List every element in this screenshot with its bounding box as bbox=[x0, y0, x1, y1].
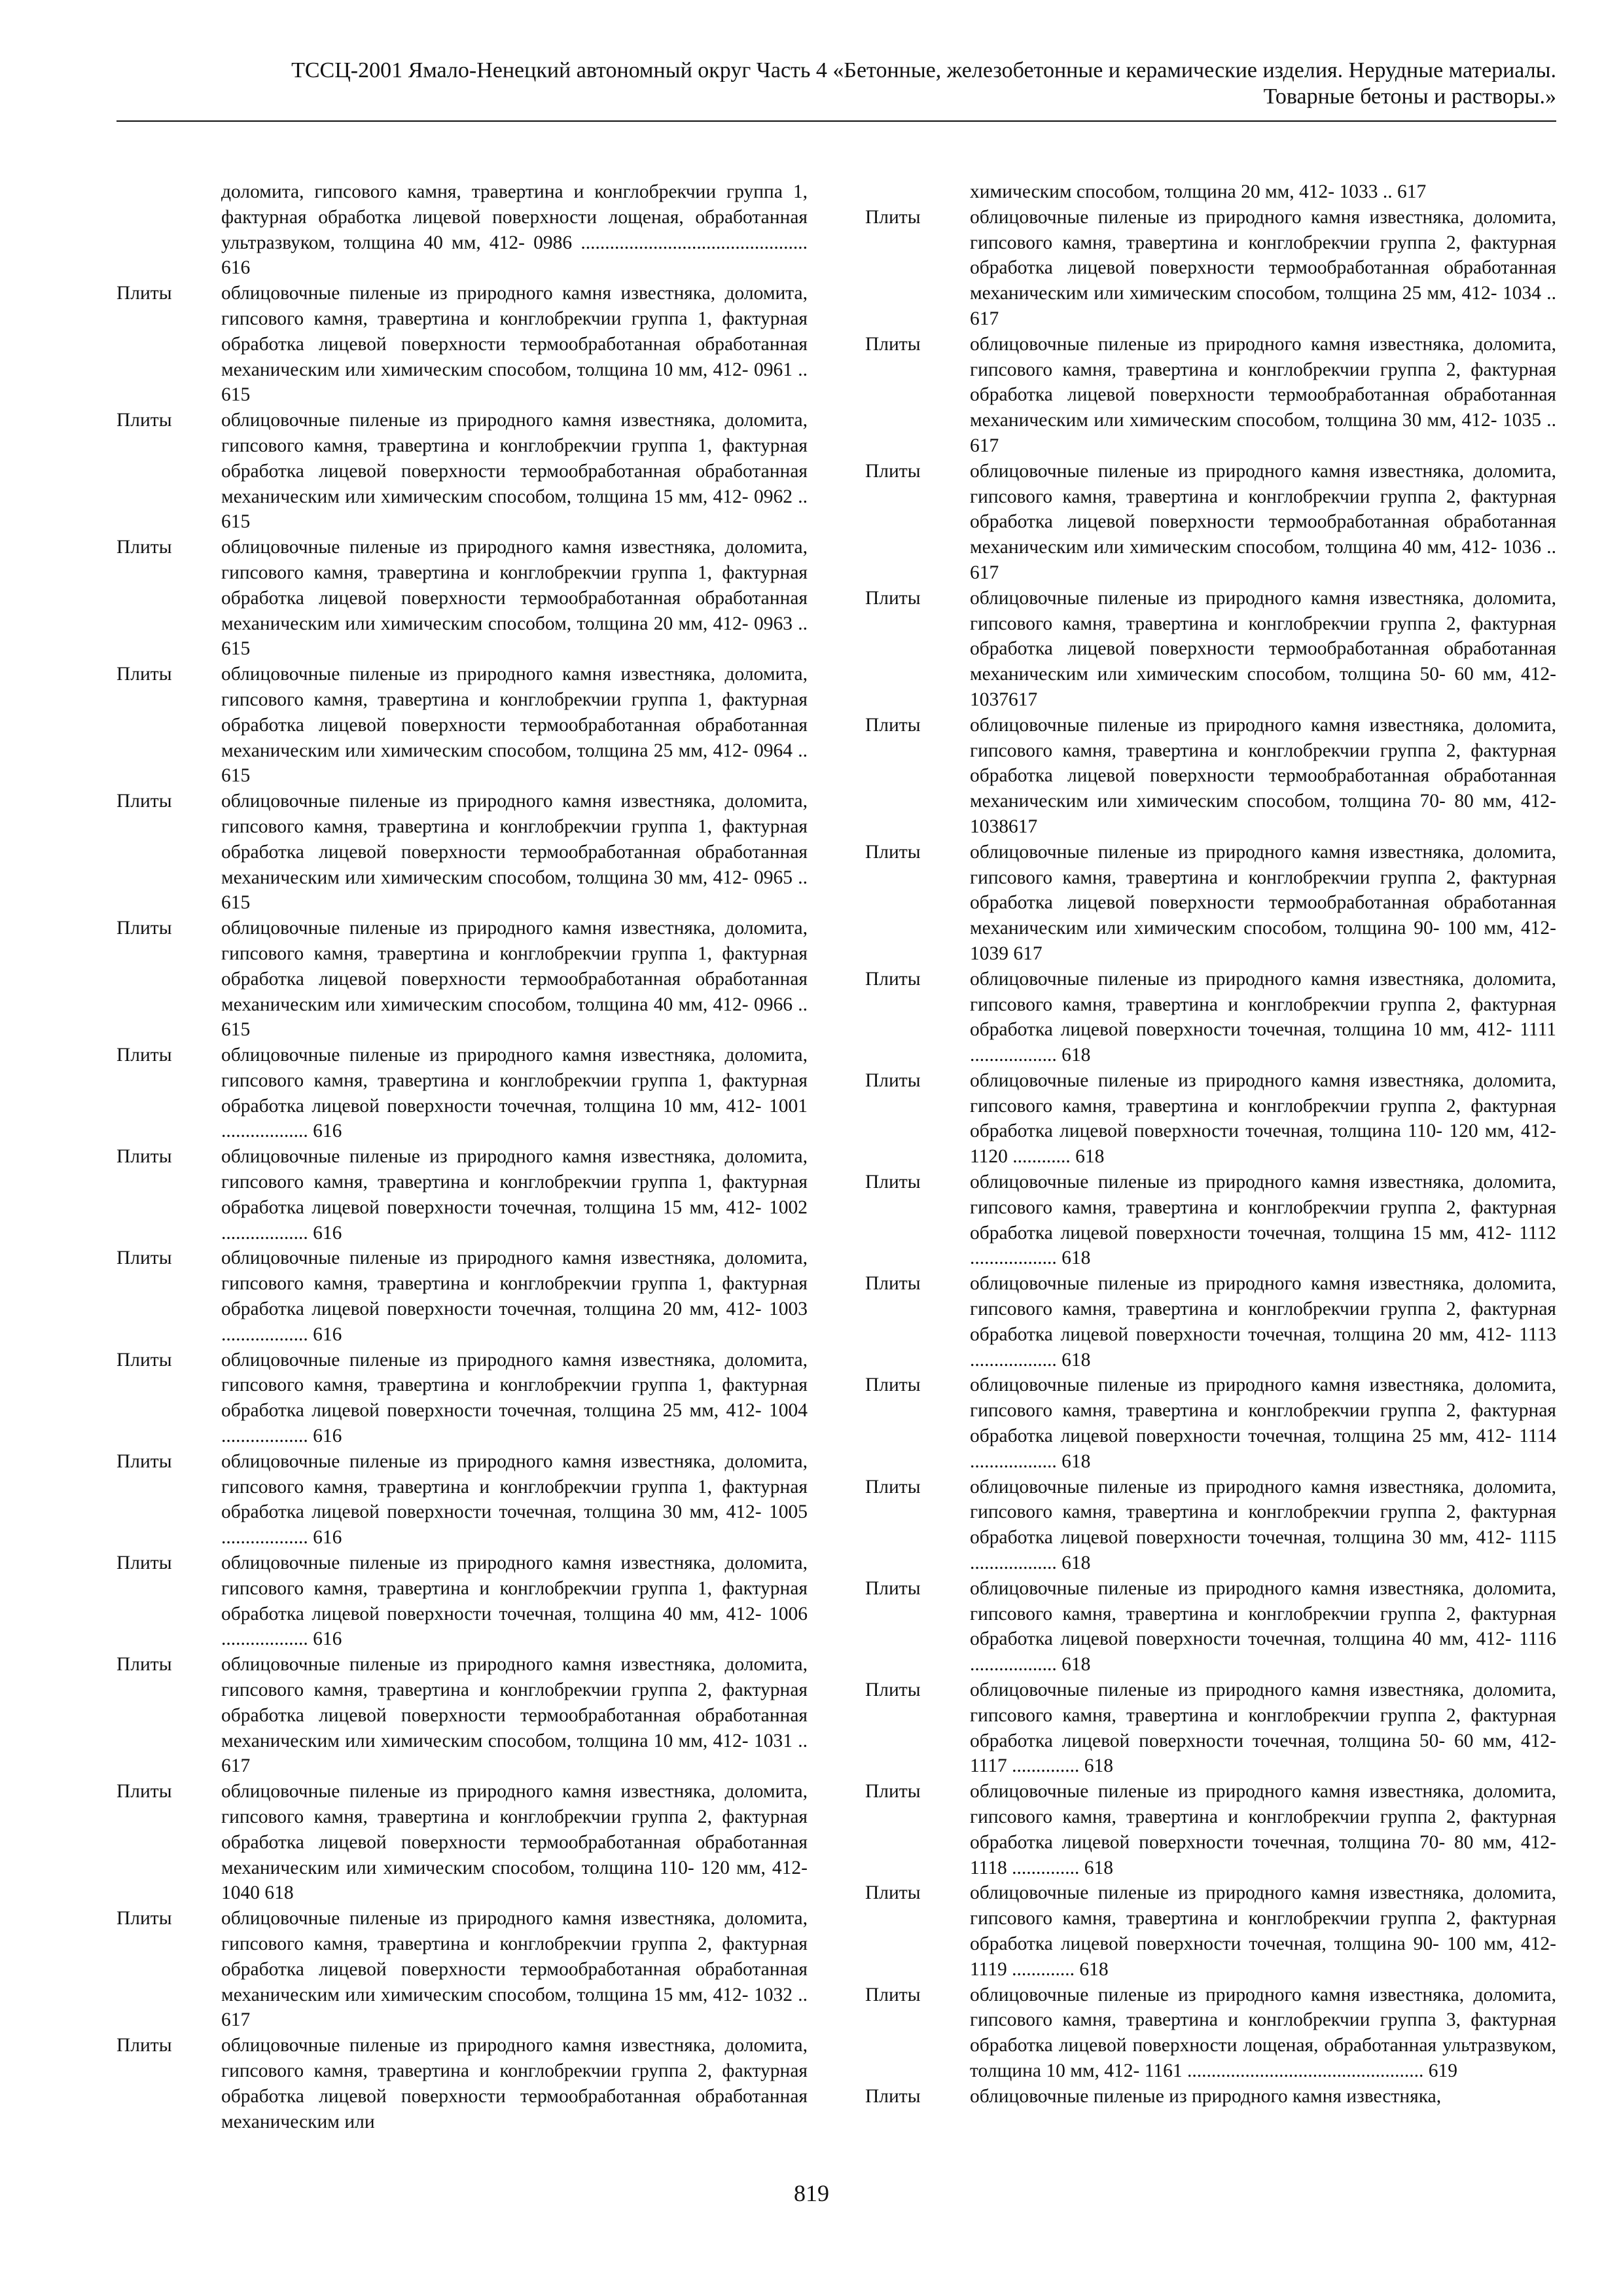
entry-headword: Плиты bbox=[116, 2035, 172, 2056]
entry-text: облицовочные пиленые из природного камня известняка, доломита, гипсового камня, травертина и конглобрекчии группа 1, фактурная обработка лицевой поверхности точечная, толщина 15 мм, 412- 1002 .................. 616 bbox=[221, 1146, 808, 1244]
entry-headword: Плиты bbox=[865, 1882, 921, 1904]
index-entry bbox=[865, 459, 1556, 586]
entry-headword: Плиты bbox=[116, 1781, 172, 1803]
index-entry bbox=[116, 1246, 808, 1347]
entry-text: облицовочные пиленые из природного камня известняка, доломита, гипсового камня, травертина и конглобрекчии группа 2, фактурная обработка лицевой поверхности точечная, толщина 110- 120 мм, 412- 1120 ............ 618 bbox=[970, 1069, 1556, 1168]
entry-headword: Плиты bbox=[865, 206, 921, 228]
index-entry bbox=[116, 2033, 808, 2134]
entry-text: облицовочные пиленые из природного камня известняка, доломита, гипсового камня, травертина и конглобрекчии группа 2, фактурная обработка лицевой поверхности точечная, толщина 25 мм, 412- 1114 .................. 618 bbox=[970, 1374, 1556, 1472]
index-entry bbox=[865, 840, 1556, 967]
entry-text: облицовочные пиленые из природного камня известняка, доломита, гипсового камня, травертина и конглобрекчии группа 1, фактурная обработка лицевой поверхности точечная, толщина 40 мм, 412- 1006 .................. 616 bbox=[221, 1552, 808, 1650]
entry-headword: Плиты bbox=[865, 1577, 921, 1599]
index-entry bbox=[116, 281, 808, 408]
index-entry bbox=[116, 179, 808, 281]
entry-text: облицовочные пиленые из природного камня известняка, bbox=[970, 2085, 1442, 2107]
entry-headword: Плиты bbox=[865, 841, 921, 863]
entry-text: облицовочные пиленые из природного камня известняка, доломита, гипсового камня, травертина и конглобрекчии группа 2, фактурная обработка лицевой поверхности термообработанная обработанная механическим или bbox=[221, 2035, 808, 2132]
entry-text: облицовочные пиленые из природного камня известняка, доломита, гипсового камня, травертина и конглобрекчии группа 2, фактурная обработка лицевой поверхности термообработанная обработанная механическим или химическим способом, толщина 50- 60 мм, 412- 1037617 bbox=[970, 587, 1556, 710]
entry-text: облицовочные пиленые из природного камня известняка, доломита, гипсового камня, травертина и конглобрекчии группа 1, фактурная обработка лицевой поверхности термообработанная обработанная механическим или химическим способом, толщина 40 мм, 412- 0966 .. 615 bbox=[221, 918, 808, 1041]
header-line-2: Товарные бетоны и растворы.» bbox=[1263, 84, 1556, 109]
index-entry bbox=[865, 1068, 1556, 1170]
entry-text: облицовочные пиленые из природного камня известняка, доломита, гипсового камня, травертина и конглобрекчии группа 1, фактурная обработка лицевой поверхности точечная, толщина 30 мм, 412- 1005 .................. 616 bbox=[221, 1450, 808, 1549]
index-entry bbox=[116, 1144, 808, 1246]
entry-text: облицовочные пиленые из природного камня известняка, доломита, гипсового камня, травертина и конглобрекчии группа 2, фактурная обработка лицевой поверхности термообработанная обработанная механическим или химическим способом, толщина 40 мм, 412- 1036 .. 617 bbox=[970, 460, 1556, 583]
index-entry bbox=[865, 1576, 1556, 1677]
entry-text: облицовочные пиленые из природного камня известняка, доломита, гипсового камня, травертина и конглобрекчии группа 1, фактурная обработка лицевой поверхности термообработанная обработанная механическим или химическим способом, толщина 25 мм, 412- 0964 .. 615 bbox=[221, 664, 808, 787]
entry-text: облицовочные пиленые из природного камня известняка, доломита, гипсового камня, травертина и конглобрекчии группа 1, фактурная обработка лицевой поверхности термообработанная обработанная механическим или химическим способом, толщина 30 мм, 412- 0965 .. 615 bbox=[221, 791, 808, 914]
index-entry bbox=[865, 179, 1556, 205]
entry-headword: Плиты bbox=[865, 333, 921, 355]
entry-headword: Плиты bbox=[865, 714, 921, 736]
entry-text: облицовочные пиленые из природного камня известняка, доломита, гипсового камня, травертина и конглобрекчии группа 2, фактурная обработка лицевой поверхности точечная, толщина 15 мм, 412- 1112 .................. 618 bbox=[970, 1172, 1556, 1269]
entry-text: облицовочные пиленые из природного камня известняка, доломита, гипсового камня, травертина и конглобрекчии группа 1, фактурная обработка лицевой поверхности термообработанная обработанная механическим или химическим способом, толщина 10 мм, 412- 0961 .. 615 bbox=[221, 283, 808, 406]
entry-text: облицовочные пиленые из природного камня известняка, доломита, гипсового камня, травертина и конглобрекчии группа 2, фактурная обработка лицевой поверхности точечная, толщина 20 мм, 412- 1113 .................. 618 bbox=[970, 1273, 1556, 1371]
entry-headword: Плиты bbox=[865, 2085, 921, 2107]
index-entry bbox=[116, 408, 808, 535]
entry-headword: Плиты bbox=[865, 1984, 921, 2005]
page-number: 819 bbox=[794, 2180, 829, 2206]
entry-headword: Плиты bbox=[865, 1273, 921, 1295]
index-entry bbox=[865, 2084, 1556, 2109]
entry-text: облицовочные пиленые из природного камня известняка, доломита, гипсового камня, травертина и конглобрекчии группа 2, фактурная обработка лицевой поверхности термообработанная обработанная механическим или химическим способом, толщина 25 мм, 412- 1034 .. 617 bbox=[970, 206, 1556, 329]
entry-headword: Плиты bbox=[116, 664, 172, 685]
entry-headword: Плиты bbox=[865, 460, 921, 482]
entry-headword: Плиты bbox=[865, 1374, 921, 1396]
entry-text: облицовочные пиленые из природного камня известняка, доломита, гипсового камня, травертина и конглобрекчии группа 1, фактурная обработка лицевой поверхности термообработанная обработанная механическим или химическим способом, толщина 20 мм, 412- 0963 .. 615 bbox=[221, 537, 808, 660]
index-entry bbox=[865, 1677, 1556, 1779]
index-entry bbox=[865, 1271, 1556, 1372]
index-entry bbox=[116, 1449, 808, 1551]
right-column bbox=[865, 179, 1556, 2109]
entry-text: облицовочные пиленые из природного камня известняка, доломита, гипсового камня, травертина и конглобрекчии группа 2, фактурная обработка лицевой поверхности точечная, толщина 40 мм, 412- 1116 .................. 618 bbox=[970, 1577, 1556, 1676]
entry-text: химическим способом, толщина 20 мм, 412- 1033 .. 617 bbox=[970, 181, 1427, 202]
index-entry bbox=[116, 535, 808, 662]
index-entry bbox=[116, 1652, 808, 1779]
entry-text: облицовочные пиленые из природного камня известняка, доломита, гипсового камня, травертина и конглобрекчии группа 1, фактурная обработка лицевой поверхности точечная, толщина 25 мм, 412- 1004 .................. 616 bbox=[221, 1349, 808, 1447]
entry-headword: Плиты bbox=[116, 283, 172, 304]
index-entry bbox=[865, 1372, 1556, 1474]
index-entry bbox=[865, 967, 1556, 1068]
entry-headword: Плиты bbox=[116, 1654, 172, 1676]
entry-headword: Плиты bbox=[116, 1450, 172, 1472]
entry-headword: Плиты bbox=[116, 1247, 172, 1269]
entry-text: облицовочные пиленые из природного камня известняка, доломита, гипсового камня, травертина и конглобрекчии группа 1, фактурная обработка лицевой поверхности точечная, толщина 10 мм, 412- 1001 .................. 616 bbox=[221, 1045, 808, 1142]
entry-text: доломита, гипсового камня, травертина и конглобрекчии группа 1, фактурная обработка лицевой поверхности лощеная, обработанная ультразвуком, толщина 40 мм, 412- 0986 ............................................... 616 bbox=[221, 181, 808, 279]
left-column bbox=[116, 179, 808, 2134]
running-header bbox=[116, 58, 1556, 110]
entry-headword: Плиты bbox=[865, 1781, 921, 1803]
index-entry bbox=[865, 586, 1556, 713]
entry-text: облицовочные пиленые из природного камня известняка, доломита, гипсового камня, травертина и конглобрекчии группа 1, фактурная обработка лицевой поверхности точечная, толщина 20 мм, 412- 1003 .................. 616 bbox=[221, 1247, 808, 1345]
entry-text: облицовочные пиленые из природного камня известняка, доломита, гипсового камня, травертина и конглобрекчии группа 2, фактурная обработка лицевой поверхности термообработанная обработанная механическим или химическим способом, толщина 10 мм, 412- 1031 .. 617 bbox=[221, 1654, 808, 1777]
index-entry bbox=[116, 789, 808, 916]
entry-headword: Плиты bbox=[865, 1172, 921, 1193]
index-entry bbox=[116, 1551, 808, 1652]
entry-headword: Плиты bbox=[865, 1069, 921, 1091]
entry-headword: Плиты bbox=[116, 410, 172, 431]
index-entry bbox=[865, 1475, 1556, 1576]
entry-headword: Плиты bbox=[116, 1552, 172, 1574]
entry-headword: Плиты bbox=[116, 537, 172, 558]
entry-text: облицовочные пиленые из природного камня известняка, доломита, гипсового камня, травертина и конглобрекчии группа 2, фактурная обработка лицевой поверхности точечная, толщина 90- 100 мм, 412- 1119 ............. 618 bbox=[970, 1882, 1556, 1980]
entry-text: облицовочные пиленые из природного камня известняка, доломита, гипсового камня, травертина и конглобрекчии группа 2, фактурная обработка лицевой поверхности термообработанная обработанная механическим или химическим способом, толщина 70- 80 мм, 412- 1038617 bbox=[970, 714, 1556, 837]
index-entry bbox=[116, 916, 808, 1043]
header-rule bbox=[116, 120, 1556, 122]
index-entry bbox=[865, 1880, 1556, 1982]
index-entry bbox=[865, 1982, 1556, 2084]
entry-text: облицовочные пиленые из природного камня известняка, доломита, гипсового камня, травертина и конглобрекчии группа 3, фактурная обработка лицевой поверхности лощеная, обработанная ультразвуком, толщина 10 мм, 412- 1161 ................................................. 619 bbox=[970, 1984, 1556, 2081]
index-entry bbox=[865, 1779, 1556, 1880]
entry-headword: Плиты bbox=[865, 968, 921, 990]
entry-headword: Плиты bbox=[865, 587, 921, 609]
entry-headword: Плиты bbox=[116, 791, 172, 812]
entry-text: облицовочные пиленые из природного камня известняка, доломита, гипсового камня, травертина и конглобрекчии группа 2, фактурная обработка лицевой поверхности точечная, толщина 10 мм, 412- 1111 .................. 618 bbox=[970, 968, 1556, 1066]
index-entry bbox=[865, 205, 1556, 332]
index-entry bbox=[865, 332, 1556, 459]
entry-headword: Плиты bbox=[116, 1908, 172, 1929]
entry-text: облицовочные пиленые из природного камня известняка, доломита, гипсового камня, травертина и конглобрекчии группа 2, фактурная обработка лицевой поверхности термообработанная обработанная механическим или химическим способом, толщина 110- 120 мм, 412- 1040 618 bbox=[221, 1781, 808, 1904]
header-line-1: ТССЦ-2001 Ямало-Ненецкий автономный округ Часть 4 «Бетонные, железобетонные и керамические изделия. Нерудные материалы. bbox=[291, 58, 1556, 82]
index-entry bbox=[865, 713, 1556, 840]
entry-headword: Плиты bbox=[865, 1476, 921, 1498]
entry-text: облицовочные пиленые из природного камня известняка, доломита, гипсового камня, травертина и конглобрекчии группа 1, фактурная обработка лицевой поверхности термообработанная обработанная механическим или химическим способом, толщина 15 мм, 412- 0962 .. 615 bbox=[221, 410, 808, 533]
index-entry bbox=[116, 1779, 808, 1906]
entry-headword: Плиты bbox=[116, 1045, 172, 1066]
entry-text: облицовочные пиленые из природного камня известняка, доломита, гипсового камня, травертина и конглобрекчии группа 2, фактурная обработка лицевой поверхности точечная, толщина 30 мм, 412- 1115 .................. 618 bbox=[970, 1476, 1556, 1574]
entry-headword: Плиты bbox=[116, 1146, 172, 1168]
entry-headword: Плиты bbox=[116, 1349, 172, 1371]
index-entry bbox=[116, 662, 808, 789]
index-entry bbox=[116, 1348, 808, 1449]
entry-text: облицовочные пиленые из природного камня известняка, доломита, гипсового камня, травертина и конглобрекчии группа 2, фактурная обработка лицевой поверхности точечная, толщина 70- 80 мм, 412- 1118 .............. 618 bbox=[970, 1781, 1556, 1878]
entry-text: облицовочные пиленые из природного камня известняка, доломита, гипсового камня, травертина и конглобрекчии группа 2, фактурная обработка лицевой поверхности термообработанная обработанная механическим или химическим способом, толщина 15 мм, 412- 1032 .. 617 bbox=[221, 1908, 808, 2031]
entry-text: облицовочные пиленые из природного камня известняка, доломита, гипсового камня, травертина и конглобрекчии группа 2, фактурная обработка лицевой поверхности точечная, толщина 50- 60 мм, 412- 1117 .............. 618 bbox=[970, 1679, 1556, 1777]
entry-text: облицовочные пиленые из природного камня известняка, доломита, гипсового камня, травертина и конглобрекчии группа 2, фактурная обработка лицевой поверхности термообработанная обработанная механическим или химическим способом, толщина 30 мм, 412- 1035 .. 617 bbox=[970, 333, 1556, 456]
entry-text: облицовочные пиленые из природного камня известняка, доломита, гипсового камня, травертина и конглобрекчии группа 2, фактурная обработка лицевой поверхности термообработанная обработанная механическим или химическим способом, толщина 90- 100 мм, 412- 1039 617 bbox=[970, 841, 1556, 964]
index-entry bbox=[865, 1170, 1556, 1271]
index-entry bbox=[116, 1043, 808, 1144]
index-entry bbox=[116, 1906, 808, 2033]
entry-headword: Плиты bbox=[865, 1679, 921, 1701]
entry-headword: Плиты bbox=[116, 918, 172, 939]
